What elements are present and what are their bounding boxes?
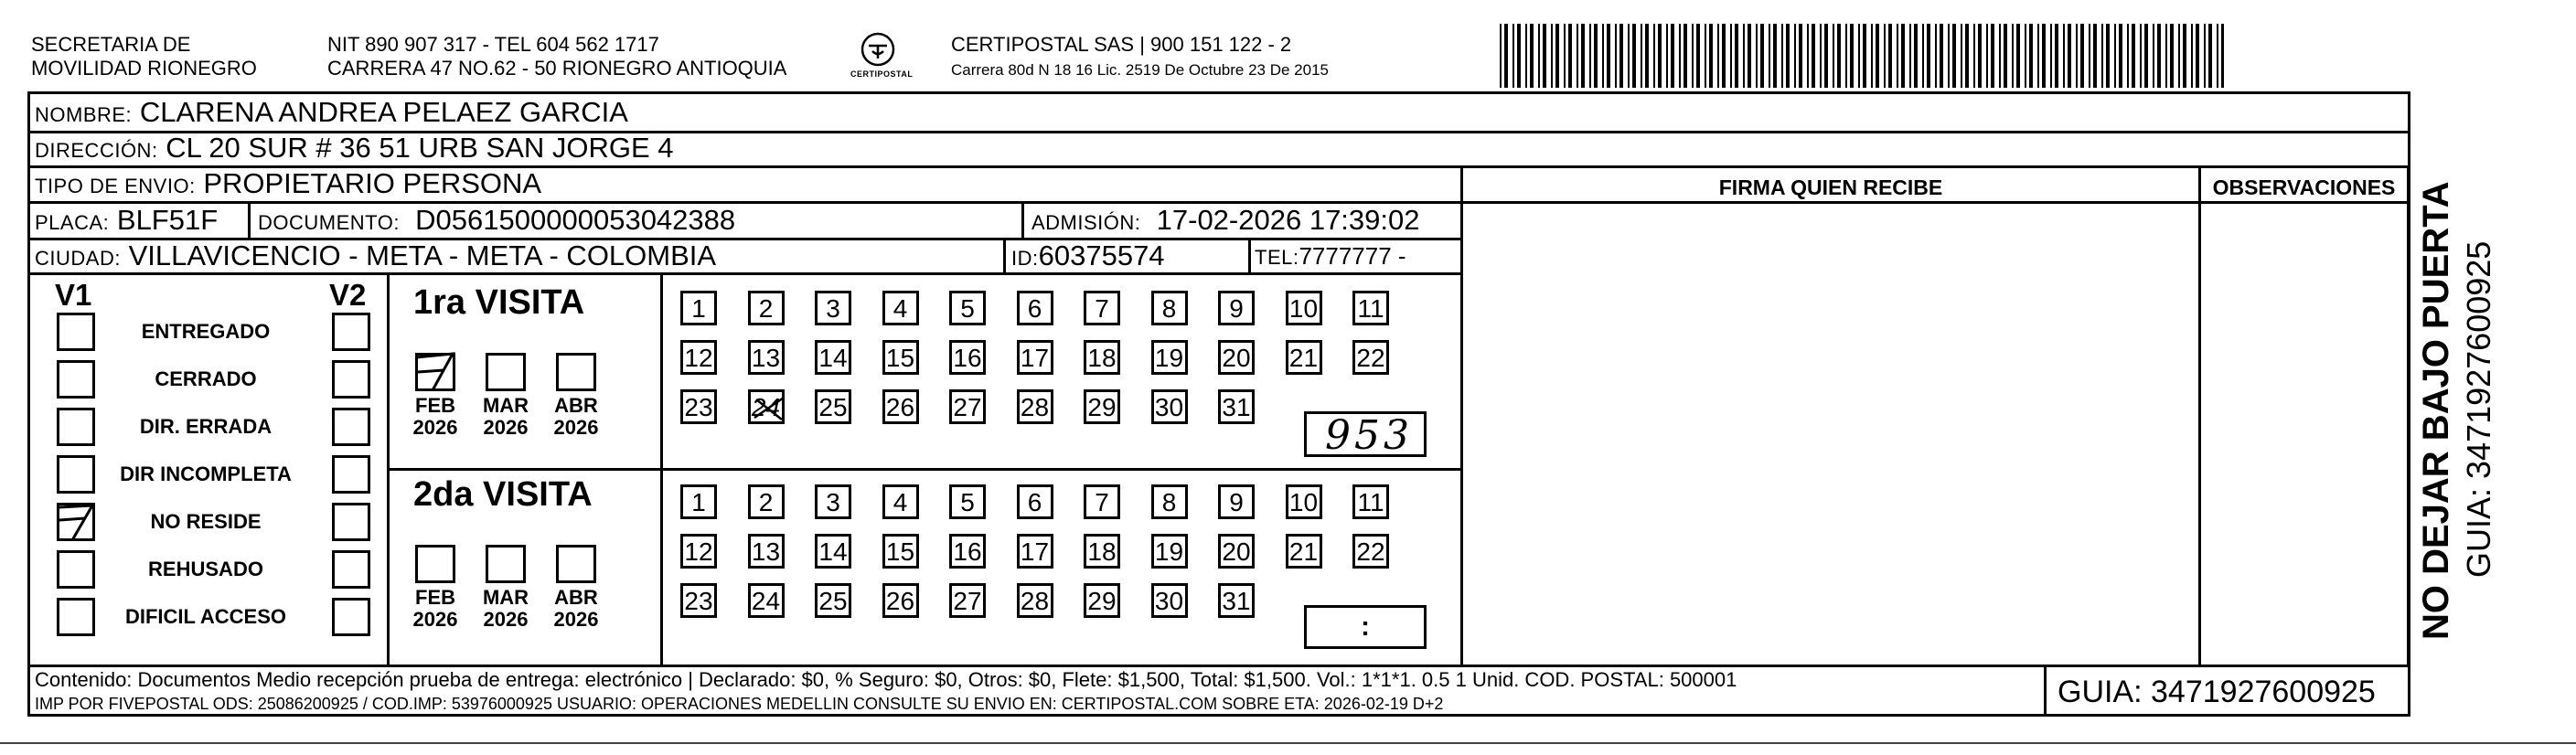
day-checkbox[interactable]: 7 xyxy=(1084,484,1120,519)
tipo-envio-value: PROPIETARIO PERSONA xyxy=(203,167,542,199)
barcode-bar xyxy=(2080,24,2084,88)
barcode-bar xyxy=(1952,24,1956,88)
day-checkbox[interactable]: 24 xyxy=(748,583,785,618)
month-label xyxy=(403,395,467,439)
status-label: ENTREGADO xyxy=(141,320,271,343)
barcode-bar xyxy=(1748,24,1751,88)
certipostal-logo-icon xyxy=(850,29,914,82)
barcode-bar xyxy=(1722,24,1726,88)
signature-area[interactable] xyxy=(1463,204,2198,665)
barcode-bar xyxy=(1512,24,1514,88)
barcode-bar xyxy=(1735,24,1738,88)
barcode-bar xyxy=(1504,24,1508,88)
v2-checkbox[interactable] xyxy=(332,360,370,399)
day-checkbox[interactable]: 15 xyxy=(882,534,919,569)
nombre-value: CLARENA ANDREA PELAEZ GARCIA xyxy=(139,96,628,128)
barcode-bar xyxy=(2042,24,2046,88)
month-label xyxy=(474,587,538,631)
barcode-bar xyxy=(1564,24,1566,88)
barcode-bar xyxy=(2191,24,2193,88)
firma-header: FIRMA QUIEN RECIBE xyxy=(1718,175,1943,199)
day-checkbox[interactable]: 18 xyxy=(1084,340,1120,375)
org-name-line2: MOVILIDAD RIONEGRO xyxy=(31,57,257,80)
day-checkbox[interactable]: 18 xyxy=(1084,534,1120,569)
day-checkbox[interactable]: 26 xyxy=(882,389,919,424)
barcode-bar xyxy=(1863,24,1866,88)
barcode-bar xyxy=(1965,24,1969,88)
barcode-bar xyxy=(2178,24,2180,88)
barcode-bar xyxy=(1530,24,1534,88)
documento-label: DOCUMENTO: xyxy=(258,211,400,234)
documento-row xyxy=(258,205,735,239)
barcode-bar xyxy=(1679,24,1681,88)
barcode-bar xyxy=(1602,24,1604,88)
footer-imp: IMP POR FIVEPOSTAL ODS: 25086200925 / COD.IMP: 53976000925 USUARIO: OPERACIONES MEDELLIN CONSULTE SU ENVIO EN: CERTIPOSTAL.COM SOBRE ETA: 2026-02-19 D+2 xyxy=(35,695,1444,713)
day-checkbox[interactable]: 13 xyxy=(748,534,785,569)
barcode-bar xyxy=(1671,24,1674,88)
barcode-bar xyxy=(2170,24,2174,88)
visit1-title: 1ra VISITA xyxy=(413,283,585,322)
admision-row xyxy=(1031,205,1420,239)
v2-checkbox[interactable] xyxy=(332,408,370,446)
day-checkbox[interactable]: 22 xyxy=(1352,534,1389,569)
day-checkbox[interactable]: 20 xyxy=(1218,340,1255,375)
barcode-bar xyxy=(1705,24,1706,88)
barcode-bar xyxy=(2055,24,2058,88)
barcode-bar xyxy=(1543,24,1546,88)
v2-checkbox[interactable] xyxy=(332,550,370,589)
barcode-bar xyxy=(1807,24,1809,88)
day-checkbox[interactable]: 17 xyxy=(1017,340,1053,375)
day-checkbox[interactable]: 8 xyxy=(1151,484,1188,519)
day-checkbox[interactable]: 24 xyxy=(748,389,785,424)
day-checkbox[interactable]: 1 xyxy=(680,484,717,519)
day-checkbox[interactable]: 6 xyxy=(1017,291,1053,325)
day-checkbox[interactable]: 21 xyxy=(1286,534,1322,569)
v1-label: V1 xyxy=(55,278,92,312)
tel-row xyxy=(1255,240,1406,273)
day-checkbox[interactable]: 3 xyxy=(815,291,851,325)
day-checkbox[interactable]: 5 xyxy=(949,291,986,325)
month-checkbox[interactable] xyxy=(415,353,455,391)
day-checkbox[interactable]: 16 xyxy=(949,340,986,375)
barcode-bar xyxy=(2217,24,2218,88)
barcode-bar xyxy=(1999,24,2001,88)
side-guia: GUIA: 3471927600925 xyxy=(2460,240,2497,578)
direccion-label: DIRECCIÓN: xyxy=(35,139,158,162)
barcode-bar xyxy=(1589,24,1591,88)
barcode-bar xyxy=(2029,24,2033,88)
status-label: DIFICIL ACCESO xyxy=(124,605,286,628)
barcode-bar xyxy=(1914,24,1918,88)
barcode-bar xyxy=(1666,24,1668,88)
day-checkbox[interactable]: 22 xyxy=(1352,340,1389,375)
barcode-bar xyxy=(1641,24,1642,88)
barcode-bar xyxy=(1781,24,1783,88)
barcode-bar xyxy=(1799,24,1802,88)
documento-value: D0561500000053042388 xyxy=(415,204,736,236)
nombre-row xyxy=(35,97,628,131)
barcode-bar xyxy=(2063,24,2065,88)
barcode-bar xyxy=(1683,24,1687,88)
barcode-bar xyxy=(1940,24,1943,88)
tipo-envio-label: TIPO DE ENVIO: xyxy=(35,175,196,197)
day-checkbox[interactable]: 2 xyxy=(748,484,785,519)
barcode-bar xyxy=(2068,24,2071,88)
v2-checkbox[interactable] xyxy=(332,455,370,494)
status-label: CERRADO xyxy=(155,367,257,390)
barcode-bar xyxy=(1756,24,1758,88)
day-checkbox[interactable]: 1 xyxy=(680,291,717,325)
barcode-bar xyxy=(1824,24,1828,88)
tel-label: TEL: xyxy=(1255,246,1299,269)
month-label xyxy=(474,395,538,439)
barcode-bar xyxy=(2093,24,2097,88)
barcode-bar xyxy=(2221,24,2224,88)
direccion-row xyxy=(35,133,674,166)
barcode-bar xyxy=(1961,24,1962,88)
day-checkbox[interactable]: 5 xyxy=(949,484,986,519)
month-year: 2026 xyxy=(483,416,529,439)
day-checkbox[interactable]: 25 xyxy=(815,583,851,618)
id-label: ID: xyxy=(1011,247,1039,270)
direccion-value: CL 20 SUR # 36 51 URB SAN JORGE 4 xyxy=(166,132,674,164)
month-label xyxy=(403,587,467,631)
day-checkbox[interactable]: 28 xyxy=(1017,583,1053,618)
barcode-bar xyxy=(1871,24,1873,88)
status-label: REHUSADO xyxy=(148,558,263,580)
barcode-bar xyxy=(1538,24,1540,88)
day-checkbox[interactable]: 20 xyxy=(1218,534,1255,569)
day-checkbox[interactable]: 12 xyxy=(680,534,717,569)
barcode-bar xyxy=(1607,24,1610,88)
day-checkbox[interactable]: 26 xyxy=(882,583,919,618)
month-checkbox[interactable] xyxy=(486,353,526,391)
month-year: 2026 xyxy=(412,608,458,631)
barcode-bar xyxy=(1653,24,1655,88)
courier-line2: Carrera 80d N 18 16 Lic. 2519 De Octubre 23 De 2015 xyxy=(951,61,1329,79)
barcode-bar xyxy=(1948,24,1950,88)
day-checkbox[interactable]: 10 xyxy=(1286,291,1322,325)
day-checkbox[interactable]: 28 xyxy=(1017,389,1053,424)
barcode-bar xyxy=(2140,24,2142,88)
ciudad-value: VILLAVICENCIO - META - META - COLOMBIA xyxy=(128,239,717,271)
day-checkbox[interactable]: 27 xyxy=(949,389,986,424)
barcode-bar xyxy=(1717,24,1719,88)
barcode-bar xyxy=(1769,24,1770,88)
barcode-bar xyxy=(2016,24,2020,88)
day-checkbox[interactable]: 30 xyxy=(1151,583,1188,618)
month-checkbox[interactable] xyxy=(415,545,455,583)
day-checkbox[interactable]: 19 xyxy=(1151,534,1188,569)
barcode-bar xyxy=(1696,24,1700,88)
barcode-bar xyxy=(1577,24,1578,88)
barcode-bar xyxy=(1645,24,1649,88)
day-checkbox[interactable]: 21 xyxy=(1286,340,1322,375)
placa-value: BLF51F xyxy=(116,204,219,236)
visit1-time-handwritten: 953 xyxy=(1325,412,1413,459)
day-checkbox[interactable]: 11 xyxy=(1352,291,1389,325)
ciudad-label: CIUDAD: xyxy=(35,247,121,270)
month-year: 2026 xyxy=(553,608,599,631)
tipo-envio-row xyxy=(35,168,541,202)
day-checkbox[interactable]: 31 xyxy=(1218,583,1255,618)
month-year: 2026 xyxy=(412,416,458,439)
barcode-bar xyxy=(1615,24,1617,88)
barcode-bar xyxy=(1794,24,1796,88)
month-year: 2026 xyxy=(553,416,599,439)
status-label: NO RESIDE xyxy=(150,510,262,533)
barcode-bar xyxy=(2183,24,2186,88)
day-checkbox[interactable]: 6 xyxy=(1017,484,1053,519)
month-label xyxy=(544,395,608,439)
barcode-bar xyxy=(2114,24,2116,88)
day-checkbox[interactable]: 17 xyxy=(1017,534,1053,569)
day-checkbox[interactable]: 9 xyxy=(1218,291,1255,325)
status-label: DIR INCOMPLETA xyxy=(120,463,292,485)
barcode-bar xyxy=(1922,24,1924,88)
barcode-bar xyxy=(2076,24,2078,88)
day-checkbox[interactable]: 30 xyxy=(1151,389,1188,424)
barcode-bar xyxy=(2153,24,2154,88)
barcode-bar xyxy=(2196,24,2199,88)
logo-text: CERTIPOSTAL xyxy=(850,69,914,79)
id-value: 60375574 xyxy=(1038,239,1165,271)
barcode-bar xyxy=(1517,24,1521,88)
barcode-bar xyxy=(2165,24,2167,88)
day-checkbox[interactable]: 4 xyxy=(882,291,919,325)
tel-value: 7777777 - xyxy=(1299,242,1406,270)
day-checkbox[interactable]: 14 xyxy=(815,340,851,375)
day-checkbox[interactable]: 14 xyxy=(815,534,851,569)
barcode-icon xyxy=(1500,24,2224,88)
observations-area[interactable] xyxy=(2201,204,2407,665)
month-name: FEB xyxy=(415,394,455,417)
barcode-bar xyxy=(1888,24,1892,88)
placa-label: PLACA: xyxy=(35,211,110,234)
month-checkbox[interactable] xyxy=(556,353,596,391)
barcode-bar xyxy=(2106,24,2110,88)
month-label xyxy=(544,587,608,631)
barcode-bar xyxy=(2208,24,2212,88)
barcode-bar xyxy=(1619,24,1623,88)
day-checkbox[interactable]: 29 xyxy=(1084,389,1120,424)
month-name: ABR xyxy=(554,586,598,609)
placa-row xyxy=(35,205,218,239)
day-checkbox[interactable]: 31 xyxy=(1218,389,1255,424)
day-checkbox[interactable]: 9 xyxy=(1218,484,1255,519)
barcode-bar xyxy=(1897,24,1898,88)
barcode-bar xyxy=(1773,24,1777,88)
barcode-bar xyxy=(2157,24,2161,88)
month-year: 2026 xyxy=(483,608,529,631)
barcode-bar xyxy=(1986,24,1988,88)
barcode-bar xyxy=(1581,24,1585,88)
barcode-bar xyxy=(1525,24,1527,88)
day-checkbox[interactable]: 23 xyxy=(680,583,717,618)
barcode-bar xyxy=(2204,24,2206,88)
day-checkbox[interactable]: 16 xyxy=(949,534,986,569)
barcode-bar xyxy=(2132,24,2135,88)
v2-label: V2 xyxy=(329,278,367,312)
day-checkbox[interactable]: 4 xyxy=(882,484,919,519)
month-name: ABR xyxy=(554,394,598,417)
month-name: FEB xyxy=(415,586,455,609)
barcode-bar xyxy=(1935,24,1937,88)
barcode-bar xyxy=(1876,24,1879,88)
month-checkbox[interactable] xyxy=(556,545,596,583)
v2-checkbox[interactable] xyxy=(332,503,370,541)
footer-contenido: Contenido: Documentos Medio recepción prueba de entrega: electrónico | Declarado: $0, % Seguro: $0, Otros: $0, Flete: $1,500, Total: $1,500. Vol.: 1*1*1. 0.5 1 Unid. COD. POSTAL: 500001 xyxy=(35,668,1737,691)
barcode-bar xyxy=(2144,24,2148,88)
barcode-bar xyxy=(2012,24,2014,88)
barcode-bar xyxy=(1820,24,1822,88)
barcode-bar xyxy=(1594,24,1598,88)
day-checkbox[interactable]: 8 xyxy=(1151,291,1188,325)
barcode-bar xyxy=(1555,24,1559,88)
id-row xyxy=(1011,240,1165,274)
barcode-bar xyxy=(1658,24,1662,88)
address-line: CARRERA 47 NO.62 - 50 RIONEGRO ANTIOQUIA xyxy=(327,57,787,80)
ciudad-row xyxy=(35,240,716,274)
admision-label: ADMISIÓN: xyxy=(1031,211,1141,234)
month-checkbox[interactable] xyxy=(486,545,526,583)
barcode-bar xyxy=(1991,24,1994,88)
day-checkbox[interactable]: 7 xyxy=(1084,291,1120,325)
barcode-bar xyxy=(1927,24,1930,88)
nombre-label: NOMBRE: xyxy=(35,103,133,126)
barcode-bar xyxy=(2119,24,2122,88)
status-label: DIR. ERRADA xyxy=(139,415,273,438)
day-checkbox[interactable]: 2 xyxy=(748,291,785,325)
v2-checkbox[interactable] xyxy=(332,598,370,636)
barcode-bar xyxy=(1884,24,1886,88)
barcode-bar xyxy=(1858,24,1860,88)
barcode-bar xyxy=(2089,24,2090,88)
barcode-bar xyxy=(2004,24,2007,88)
barcode-bar xyxy=(1973,24,1975,88)
barcode-bar xyxy=(1833,24,1834,88)
bottom-rule xyxy=(0,742,2576,744)
day-checkbox[interactable]: 13 xyxy=(748,340,785,375)
month-name: MAR xyxy=(482,586,529,609)
barcode-bar xyxy=(1845,24,1847,88)
barcode-bar xyxy=(1730,24,1732,88)
courier-line1: CERTIPOSTAL SAS | 900 151 122 - 2 xyxy=(951,33,1292,56)
day-checkbox[interactable]: 11 xyxy=(1352,484,1389,519)
no-dejar-bajo-puerta: NO DEJAR BAJO PUERTA xyxy=(2416,181,2456,640)
barcode-bar xyxy=(2050,24,2052,88)
barcode-bar xyxy=(1709,24,1713,88)
day-checkbox[interactable]: 19 xyxy=(1151,340,1188,375)
v2-checkbox[interactable] xyxy=(332,313,370,351)
day-checkbox[interactable]: 3 xyxy=(815,484,851,519)
visit2-time-placeholder: : xyxy=(1361,611,1370,642)
org-name-line1: SECRETARIA DE xyxy=(31,33,191,56)
barcode-bar xyxy=(1632,24,1636,88)
barcode-bar xyxy=(1850,24,1854,88)
day-checkbox[interactable]: 10 xyxy=(1286,484,1322,519)
barcode-bar xyxy=(2037,24,2039,88)
month-name: MAR xyxy=(482,394,529,417)
barcode-bar xyxy=(1743,24,1745,88)
barcode-bar xyxy=(1760,24,1764,88)
visit2-time-box[interactable] xyxy=(1304,605,1427,649)
barcode-bar xyxy=(1909,24,1911,88)
barcode-bar xyxy=(1901,24,1905,88)
footer-guia: GUIA: 3471927600925 xyxy=(2058,675,2376,709)
barcode-bar xyxy=(1568,24,1572,88)
barcode-bar xyxy=(1500,24,1502,88)
day-checkbox[interactable]: 23 xyxy=(680,389,717,424)
day-checkbox[interactable]: 25 xyxy=(815,389,851,424)
barcode-bar xyxy=(1812,24,1815,88)
barcode-bar xyxy=(1551,24,1553,88)
barcode-bar xyxy=(1628,24,1630,88)
day-checkbox[interactable]: 15 xyxy=(882,340,919,375)
day-checkbox[interactable]: 27 xyxy=(949,583,986,618)
barcode-bar xyxy=(1786,24,1790,88)
visit2-title: 2da VISITA xyxy=(413,475,593,514)
observaciones-header: OBSERVACIONES xyxy=(2212,175,2396,199)
barcode-bar xyxy=(2127,24,2129,88)
barcode-bar xyxy=(1692,24,1694,88)
barcode-bar xyxy=(2025,24,2026,88)
day-checkbox[interactable]: 29 xyxy=(1084,583,1120,618)
admision-value: 17-02-2026 17:39:02 xyxy=(1156,204,1420,236)
barcode-bar xyxy=(1978,24,1982,88)
barcode-bar xyxy=(2101,24,2103,88)
day-checkbox[interactable]: 12 xyxy=(680,340,717,375)
nit-line: NIT 890 907 317 - TEL 604 562 1717 xyxy=(327,33,659,56)
visit1-time-box[interactable] xyxy=(1304,411,1427,457)
barcode-bar xyxy=(1837,24,1841,88)
